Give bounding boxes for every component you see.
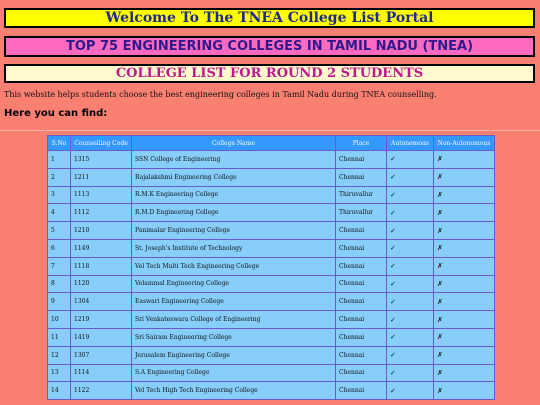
cell-college-name: Sri Sairam Engineering College	[132, 329, 335, 346]
cell-college-name: Rajalakshmi Engineering College	[132, 169, 335, 186]
top75-title: TOP 75 ENGINEERING COLLEGES IN TAMIL NADU (TNEA)	[65, 39, 474, 54]
cell-non-autonomous: ✗	[434, 311, 494, 328]
cell-code: 1114	[71, 365, 131, 382]
cell-autonomous: ✓	[387, 222, 433, 239]
cell-code: 1315	[71, 151, 131, 168]
cell-non-autonomous: ✗	[434, 204, 494, 221]
cell-autonomous: ✓	[387, 347, 433, 364]
cell-autonomous: ✓	[387, 151, 433, 168]
table-row	[48, 311, 494, 328]
cell-sno: 6	[48, 240, 70, 257]
cell-code: 1211	[71, 169, 131, 186]
divider	[0, 130, 540, 131]
col-header-autonomous: Autonomous	[387, 136, 433, 150]
table-row	[48, 151, 494, 168]
table-row	[48, 240, 494, 257]
cell-college-name: S.A Engineering College	[132, 365, 335, 382]
cell-sno: 12	[48, 347, 70, 364]
cell-college-name: Vel Tech High Tech Engineering College	[132, 382, 335, 399]
cell-place: Chennai	[336, 347, 386, 364]
cell-college-name: Velammal Engineering College	[132, 276, 335, 293]
cell-code: 1120	[71, 276, 131, 293]
find-heading: Here you can find:	[4, 108, 108, 119]
cell-sno: 11	[48, 329, 70, 346]
cell-place: Chennai	[336, 365, 386, 382]
cell-non-autonomous: ✗	[434, 347, 494, 364]
cell-college-name: R.M.D Engineering College	[132, 204, 335, 221]
table-row	[48, 276, 494, 293]
cell-sno: 10	[48, 311, 70, 328]
cell-sno: 13	[48, 365, 70, 382]
welcome-banner	[4, 8, 535, 28]
cell-non-autonomous: ✗	[434, 222, 494, 239]
round-title: COLLEGE LIST FOR ROUND 2 STUDENTS	[115, 66, 424, 81]
cell-sno: 7	[48, 258, 70, 275]
col-header-name: College Name	[132, 136, 335, 150]
cell-autonomous: ✓	[387, 258, 433, 275]
cell-place: Chennai	[336, 240, 386, 257]
cell-place: Thiruvallur	[336, 187, 386, 204]
cell-college-name: Sri Venkateswara College of Engineering	[132, 311, 335, 328]
col-header-sno: S.No	[48, 136, 70, 150]
cell-place: Chennai	[336, 151, 386, 168]
cell-college-name: Easwari Engineering College	[132, 293, 335, 310]
table-row	[48, 187, 494, 204]
cell-college-name: Vel Tech Multi Tech Engineering College	[132, 258, 335, 275]
cell-place: Chennai	[336, 311, 386, 328]
table-row	[48, 222, 494, 239]
table-row	[48, 382, 494, 399]
cell-sno: 4	[48, 204, 70, 221]
cell-code: 1112	[71, 204, 131, 221]
table-row	[48, 169, 494, 186]
col-header-code: Counselling Code	[71, 136, 131, 150]
cell-non-autonomous: ✗	[434, 258, 494, 275]
cell-place: Chennai	[336, 276, 386, 293]
cell-autonomous: ✓	[387, 276, 433, 293]
col-header-non-autonomous: Non-Autonomous	[434, 136, 494, 150]
cell-code: 1113	[71, 187, 131, 204]
cell-college-name: Panimalar Engineering College	[132, 222, 335, 239]
college-table	[47, 135, 495, 400]
cell-non-autonomous: ✗	[434, 382, 494, 399]
cell-college-name: Jerusalem Engineering College	[132, 347, 335, 364]
cell-sno: 5	[48, 222, 70, 239]
cell-sno: 8	[48, 276, 70, 293]
cell-autonomous: ✓	[387, 169, 433, 186]
cell-code: 1307	[71, 347, 131, 364]
cell-autonomous: ✓	[387, 382, 433, 399]
cell-autonomous: ✓	[387, 187, 433, 204]
cell-code: 1118	[71, 258, 131, 275]
table-row	[48, 204, 494, 221]
cell-non-autonomous: ✗	[434, 293, 494, 310]
cell-place: Chennai	[336, 382, 386, 399]
cell-code: 1122	[71, 382, 131, 399]
cell-non-autonomous: ✗	[434, 169, 494, 186]
cell-place: Chennai	[336, 293, 386, 310]
cell-college-name: SSN College of Engineering	[132, 151, 335, 168]
cell-code: 1419	[71, 329, 131, 346]
table-row	[48, 293, 494, 310]
cell-sno: 9	[48, 293, 70, 310]
table-header-row	[48, 136, 494, 150]
table-row	[48, 258, 494, 275]
table-row	[48, 347, 494, 364]
cell-autonomous: ✓	[387, 293, 433, 310]
welcome-title: Welcome To The TNEA College List Portal	[105, 10, 434, 26]
table-body	[48, 151, 494, 399]
cell-autonomous: ✓	[387, 240, 433, 257]
cell-place: Chennai	[336, 222, 386, 239]
cell-non-autonomous: ✗	[434, 151, 494, 168]
cell-place: Thiruvallur	[336, 204, 386, 221]
top75-banner	[4, 36, 535, 57]
cell-non-autonomous: ✗	[434, 240, 494, 257]
cell-sno: 3	[48, 187, 70, 204]
cell-code: 1149	[71, 240, 131, 257]
cell-college-name: St. Joseph's Institute of Technology	[132, 240, 335, 257]
cell-place: Chennai	[336, 258, 386, 275]
cell-non-autonomous: ✗	[434, 329, 494, 346]
cell-code: 1304	[71, 293, 131, 310]
table-row	[48, 365, 494, 382]
cell-autonomous: ✓	[387, 204, 433, 221]
cell-college-name: R.M.K Engineering College	[132, 187, 335, 204]
cell-place: Chennai	[336, 329, 386, 346]
cell-place: Chennai	[336, 169, 386, 186]
cell-autonomous: ✓	[387, 329, 433, 346]
col-header-place: Place	[336, 136, 386, 150]
cell-sno: 1	[48, 151, 70, 168]
cell-code: 1219	[71, 311, 131, 328]
table-row	[48, 329, 494, 346]
cell-autonomous: ✓	[387, 311, 433, 328]
cell-sno: 14	[48, 382, 70, 399]
intro-text: This website helps students choose the best engineering colleges in Tamil Nadu during TNEA counselling.	[4, 90, 437, 99]
cell-sno: 2	[48, 169, 70, 186]
cell-autonomous: ✓	[387, 365, 433, 382]
cell-non-autonomous: ✗	[434, 365, 494, 382]
cell-non-autonomous: ✗	[434, 276, 494, 293]
cell-non-autonomous: ✗	[434, 187, 494, 204]
cell-code: 1210	[71, 222, 131, 239]
round-banner	[4, 64, 535, 83]
